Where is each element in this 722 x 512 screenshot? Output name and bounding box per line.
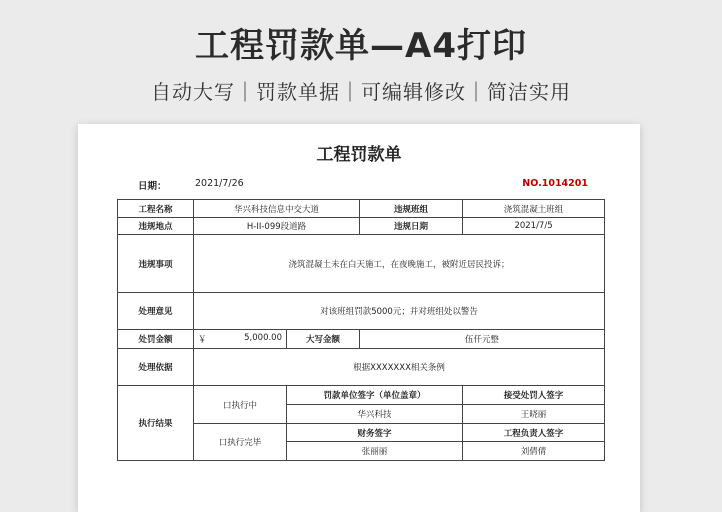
violation-matter-cell[interactable]: 浇筑混凝土未在白天施工，在夜晚施工，被附近居民投诉； [194, 235, 605, 293]
banner-subtitle: 自动大写｜罚款单据｜可编辑修改｜简洁实用 [151, 80, 571, 104]
violation-location-label: 违规地点 [118, 218, 194, 235]
engineering-lead-sign-cell[interactable]: 刘倩倩 [463, 442, 605, 461]
banner-title: 工程罚款单—A4打印 [195, 26, 527, 66]
violation-location-cell[interactable]: H-II-099段道路 [194, 218, 360, 235]
currency-symbol: ￥ [198, 335, 207, 345]
violation-date-cell[interactable]: 2021/7/5 [463, 218, 605, 235]
penalized-person-sign-cell[interactable]: 王晓丽 [463, 405, 605, 424]
penalty-form-sheet [78, 124, 640, 512]
handling-opinion-label: 处理意见 [118, 293, 194, 330]
penalized-person-sign-label: 接受处罚人签字 [463, 386, 605, 405]
violation-date-label: 违规日期 [360, 218, 463, 235]
executing-option[interactable]: 口执行中 [194, 386, 287, 424]
uppercase-amount-label: 大写金额 [287, 330, 360, 349]
uppercase-amount-cell[interactable]: 伍仟元整 [360, 330, 605, 349]
penalty-unit-sign-cell[interactable]: 华兴科技 [287, 405, 463, 424]
form-number[interactable]: NO.1014201 [522, 178, 588, 189]
penalty-unit-sign-label: 罚款单位签字（单位盖章） [287, 386, 463, 405]
form-title[interactable]: 工程罚款单 [316, 145, 402, 165]
penalty-amount-cell[interactable] [194, 330, 287, 349]
violating-team-cell[interactable]: 浇筑混凝土班组 [463, 200, 605, 218]
penalty-amount-label: 处罚金额 [118, 330, 194, 349]
finance-sign-label: 财务签字 [287, 424, 463, 442]
result-label: 执行结果 [118, 386, 194, 461]
date-value[interactable]: 2021/7/26 [195, 178, 244, 189]
handling-opinion-cell[interactable]: 对该班组罚款5000元；并对班组处以警告 [194, 293, 605, 330]
violating-team-label: 违规班组 [360, 200, 463, 218]
project-name-label: 工程名称 [118, 200, 194, 218]
basis-label: 处理依据 [118, 349, 194, 386]
completed-option[interactable]: 口执行完毕 [194, 424, 287, 461]
engineering-lead-sign-label: 工程负责人签字 [463, 424, 605, 442]
penalty-form-table [117, 199, 605, 461]
date-label: 日期： [138, 181, 167, 192]
basis-cell[interactable]: 根据XXXXXXX相关条例 [194, 349, 605, 386]
finance-sign-cell[interactable]: 张丽丽 [287, 442, 463, 461]
penalty-amount-value: 5,000.00 [244, 333, 282, 343]
project-name-cell[interactable]: 华兴科技信息中交大道 [194, 200, 360, 218]
violation-matter-label: 违规事项 [118, 235, 194, 293]
